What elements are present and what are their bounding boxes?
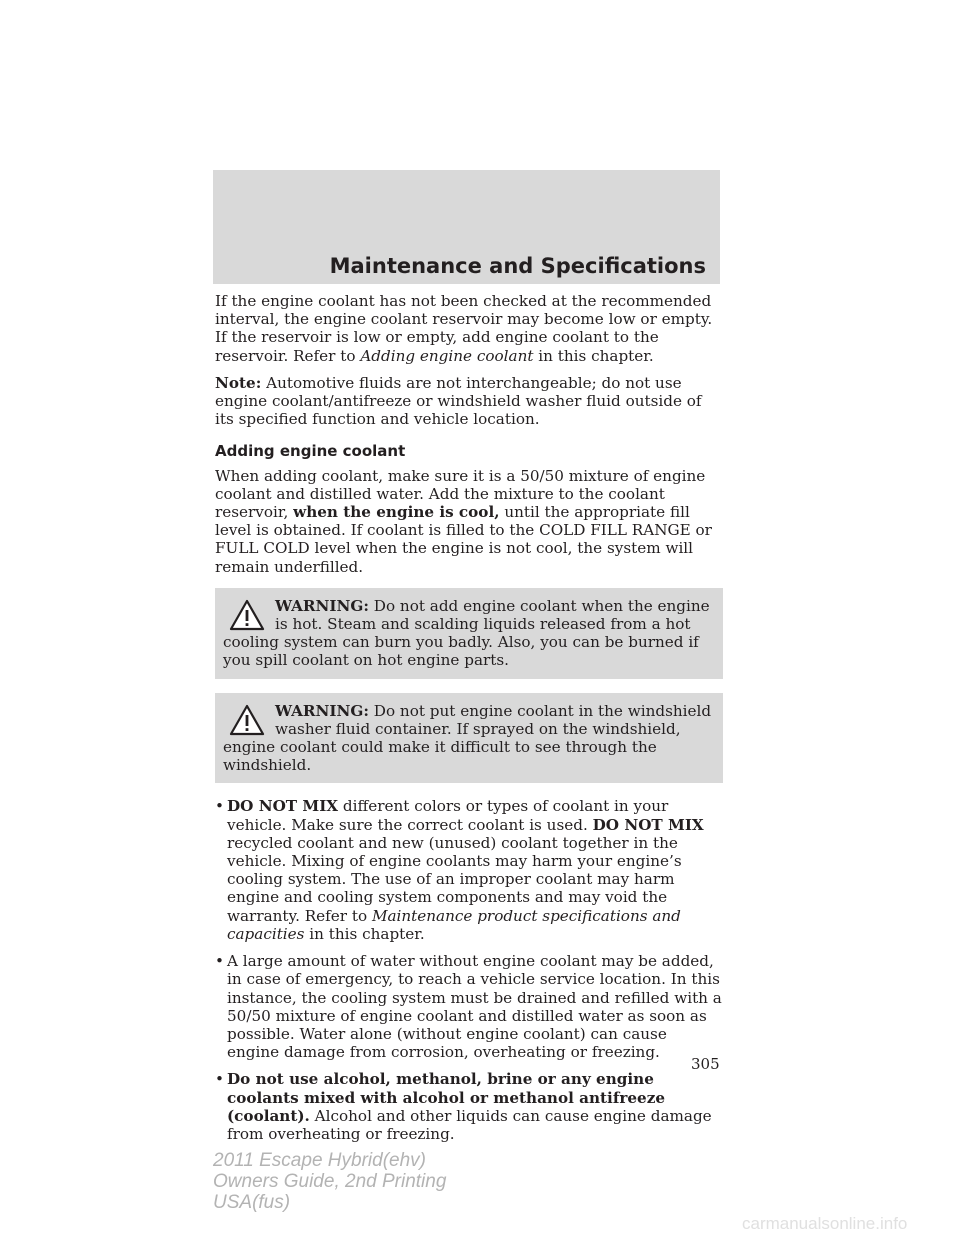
footer-text: USA — [213, 1192, 253, 1213]
section-emphasis: when the engine is cool, — [293, 503, 500, 522]
footer-code: (ehv) — [382, 1150, 426, 1171]
document-footer — [213, 1150, 446, 1213]
bullet-icon: • — [215, 1070, 224, 1089]
section-paragraph — [215, 467, 723, 576]
warning-box-1 — [215, 588, 723, 679]
list-text: in this chapter. — [304, 924, 425, 943]
warning-triangle-icon — [229, 704, 265, 736]
warning-body: Do not put engine coolant in the windshield washer fluid container. If sprayed on the windshield, engine coolant could make it difficult to see through the windshield. — [223, 701, 712, 775]
page-content — [215, 292, 723, 1152]
section-title: Maintenance and Specifications — [329, 254, 706, 278]
section-text-end: until the appropriate fill level is obtained. If coolant is filled to the COLD FILL RANGE or FULL COLD level when the engine is not cool, the system will remain underfilled. — [215, 503, 712, 576]
list-item — [215, 952, 723, 1061]
list-item — [215, 797, 723, 943]
section-header-band — [213, 170, 720, 284]
bullet-icon: • — [215, 797, 224, 816]
watermark: carmanualsonline.info — [742, 1214, 908, 1233]
warning-label: WARNING: — [275, 701, 369, 720]
page-number: 305 — [691, 1055, 720, 1073]
warning-text-1 — [223, 597, 710, 670]
note-label: Note: — [215, 373, 262, 392]
emphasis: DO NOT MIX — [227, 797, 339, 816]
warning-label: WARNING: — [275, 596, 369, 615]
note-paragraph — [215, 374, 723, 429]
footer-line-3 — [213, 1192, 446, 1213]
warning-body: Do not add engine coolant when the engine is hot. Steam and scalding liquids released from a hot cooling system can burn you badly. Also, you can be burned if you spill coolant on hot engine parts. — [223, 596, 710, 670]
footer-line-1 — [213, 1150, 446, 1171]
list-text: recycled coolant and new (unused) coolant together in the vehicle. Mixing of engine coolants may harm your engine’s cooling system. The use of an improper coolant may harm engine and cooling system components and may void the warranty. Refer to — [227, 833, 682, 925]
emphasis: DO NOT MIX — [592, 815, 704, 834]
section-heading: Adding engine coolant — [215, 442, 406, 461]
bullet-list — [215, 797, 723, 1143]
section-text: When adding coolant, make sure it is a 50/50 mixture of engine coolant and distilled water. Add the mixture to the coolant reservoir, — [215, 466, 706, 522]
cross-reference: Maintenance product specifications and capacities — [227, 906, 681, 943]
intro-paragraph — [215, 292, 723, 365]
list-item — [215, 1070, 723, 1143]
intro-text: If the engine coolant has not been checked at the recommended interval, the engine coolant reservoir may become low or empty. If the reservoir is low or empty, add engine coolant to the reservoir. Refer to — [215, 292, 713, 365]
list-text: different colors or types of coolant in your vehicle. Make sure the correct coolant is used. — [227, 797, 669, 834]
warning-triangle-icon — [229, 599, 265, 631]
list-text: Alcohol and other liquids can cause engine damage from overheating or freezing. — [227, 1106, 712, 1143]
cross-reference: Adding engine coolant — [360, 346, 534, 365]
intro-text-end: in this chapter. — [533, 346, 654, 365]
bullet-icon: • — [215, 952, 224, 971]
footer-text: 2011 Escape Hybrid — [213, 1150, 383, 1171]
warning-box-2 — [215, 693, 723, 784]
note-text: Automotive fluids are not interchangeable; do not use engine coolant/antifreeze or windshield washer fluid outside of its specified function and vehicle location. — [215, 373, 702, 429]
footer-code: (fus) — [252, 1192, 291, 1213]
emphasis: Do not use alcohol, methanol, brine or any engine coolants mixed with alcohol or methanol antifreeze (coolant). — [227, 1070, 665, 1125]
footer-line-2: Owners Guide, 2nd Printing — [213, 1171, 447, 1192]
list-text: A large amount of water without engine coolant may be added, in case of emergency, to reach a vehicle service location. In this instance, the cooling system must be drained and refilled with a 50/50 mixture of engine coolant and distilled water as soon as possible. Water alone (without engine coolant) can cause engine damage from corrosion, overheating or freezing. — [227, 952, 722, 1062]
warning-text-2 — [223, 702, 711, 775]
